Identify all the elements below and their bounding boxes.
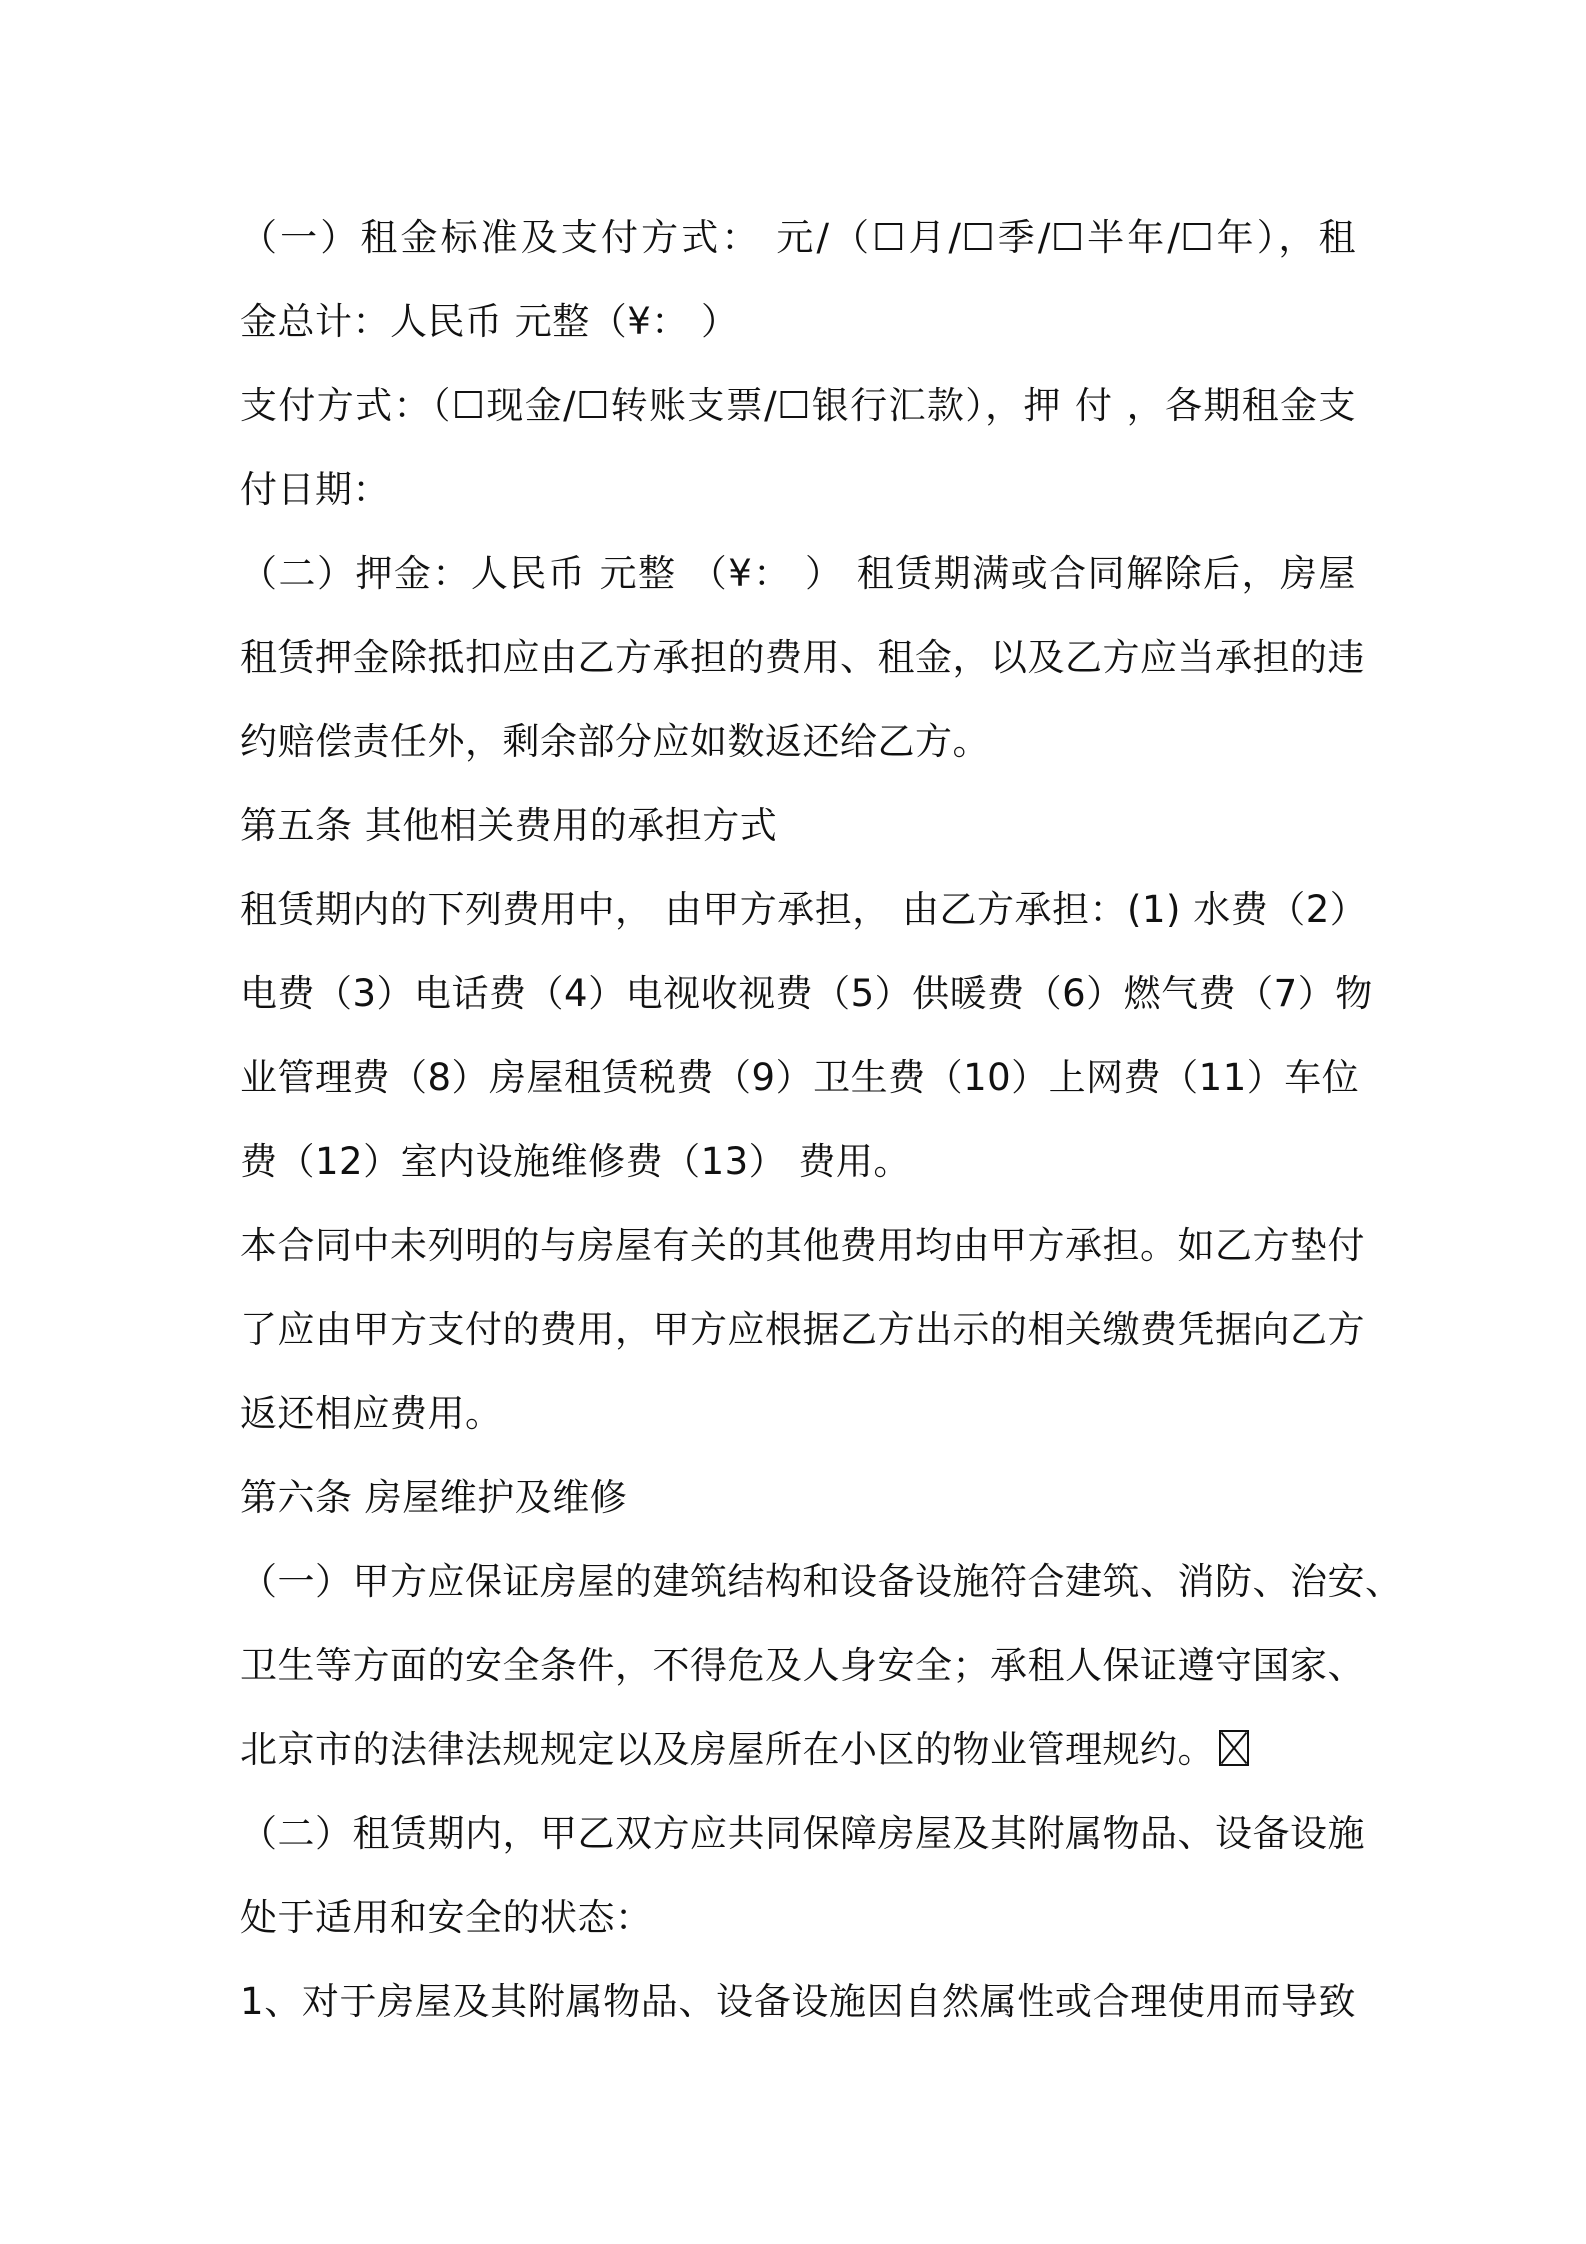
fees-list-line-4: 费（12）室内设施维修费（13） 费用。 <box>240 1140 911 1183</box>
other-fees-line-2: 了应由甲方支付的费用，甲方应根据乙方出示的相关缴费凭据向乙方 <box>240 1308 1365 1351</box>
deposit-line: （二）押金：人民币 元整 （¥： ） 租赁期满或合同解除后，房屋 <box>240 552 1356 595</box>
article-five-heading: 第五条 其他相关费用的承担方式 <box>240 804 778 847</box>
rent-standard-line: （一）租金标准及支付方式： 元/（☐月/☐季/☐半年/☐年），租 <box>240 216 1356 259</box>
maintenance-line-3 <box>240 1708 1356 1792</box>
maintenance-line-3-text: 北京市的法律法规规定以及房屋所在小区的物业管理规约。 <box>240 1728 1215 1771</box>
deposit-deduction-line: 租赁押金除抵扣应由乙方承担的费用、租金，以及乙方应当承担的违 <box>240 636 1365 679</box>
other-fees-line-1: 本合同中未列明的与房屋有关的其他费用均由甲方承担。如乙方垫付 <box>240 1224 1365 1267</box>
other-fees-line-3: 返还相应费用。 <box>240 1392 503 1435</box>
maintenance-line-4: （二）租赁期内，甲乙双方应共同保障房屋及其附属物品、设备设施 <box>240 1812 1365 1855</box>
fees-list-line-3: 业管理费（8）房屋租赁税费（9）卫生费（10）上网费（11）车位 <box>240 1056 1360 1099</box>
payment-method-line: 支付方式：（☐现金/☐转账支票/☐银行汇款），押 付 ，各期租金支 <box>240 384 1356 427</box>
maintenance-line-2: 卫生等方面的安全条件，不得危及人身安全；承租人保证遵守国家、 <box>240 1644 1365 1687</box>
rent-total-line: 金总计：人民币 元整（¥： ） <box>240 300 739 343</box>
document-body <box>240 196 1403 2044</box>
maintenance-line-1: （一）甲方应保证房屋的建筑结构和设备设施符合建筑、消防、治安、 <box>240 1560 1403 1603</box>
fees-list-line-1: 租赁期内的下列费用中， 由甲方承担， 由乙方承担：(1) 水费（2） <box>240 888 1368 931</box>
article-six-heading: 第六条 房屋维护及维修 <box>240 1476 628 1519</box>
fees-list-line-2: 电费（3）电话费（4）电视收视费（5）供暖费（6）燃气费（7）物 <box>240 972 1373 1015</box>
payment-date-line: 付日期： <box>240 468 390 511</box>
maintenance-line-5: 处于适用和安全的状态： <box>240 1896 653 1939</box>
maintenance-line-6: 1、对于房屋及其附属物品、设备设施因自然属性或合理使用而导致 <box>240 1980 1356 2023</box>
deposit-return-line: 约赔偿责任外，剩余部分应如数返还给乙方。 <box>240 720 990 763</box>
crossed-box-icon <box>1219 1730 1249 1766</box>
